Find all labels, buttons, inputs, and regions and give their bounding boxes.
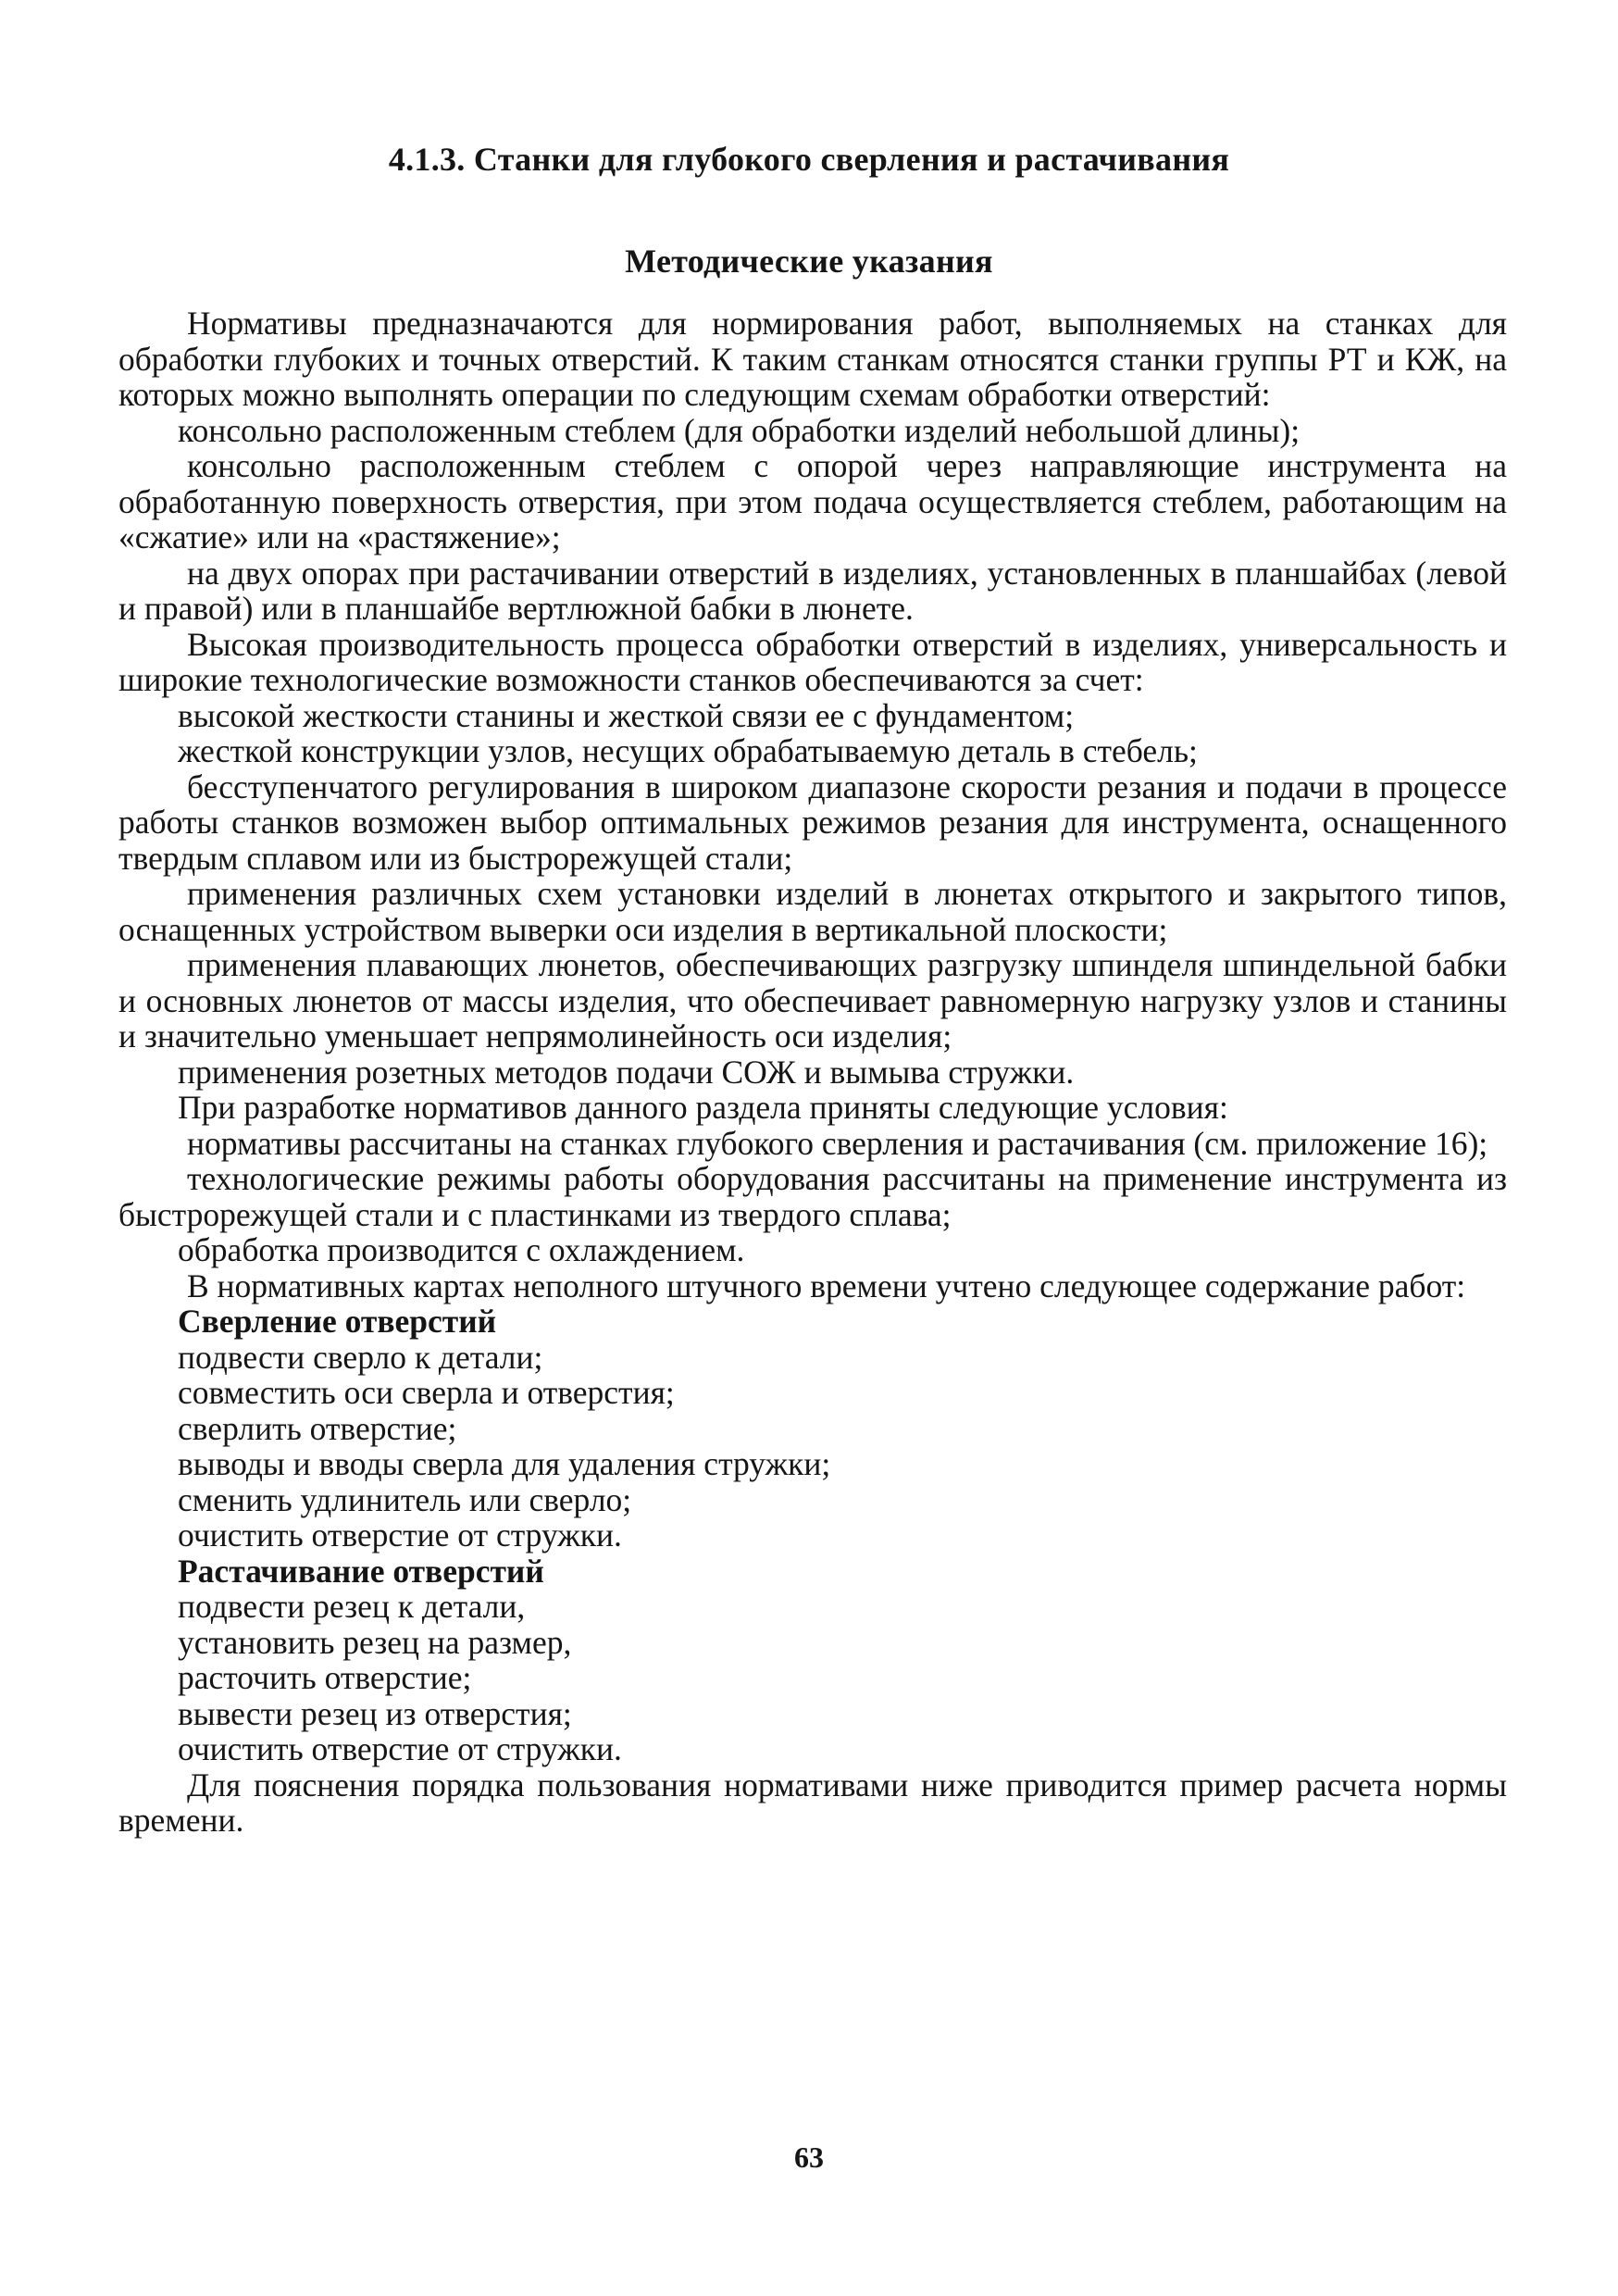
paragraph: Нормативы предназначаются для нормирования работ, выполняемых на станках для обработки глубоких и точных отверстий. К таким станкам относятся станки группы РТ и КЖ, на которых можно выполнять операции по следующим схемам обработки отверстий:: [118, 305, 1507, 413]
list-item: высокой жесткости станины и жесткой связи ее с фундаментом;: [178, 696, 1075, 734]
list-item: бесступенчатого регулирования в широком диапазоне скорости резания и подачи в процессе работы станков возможен выбор оптимальных режимов резания для инструмента, оснащенного твердым сплавом или из быстрорежущей стали;: [118, 767, 1507, 877]
list-item: применения различных схем установки изделий в люнетах открытого и закрытого типов, оснащенных устройством выверки оси изделия в вертикальной плоскости;: [118, 875, 1507, 948]
page-number: 63: [794, 2140, 824, 2174]
list-item: применения плавающих люнетов, обеспечивающих разгрузку шпинделя шпиндельной бабки и основных люнетов от массы изделия, что обеспечивает равномерную нагрузку узлов и станины и значительно уменьшает непрямолинейность оси изделия;: [118, 946, 1507, 1054]
drilling-step: выводы и вводы сверла для удаления стружки;: [178, 1445, 831, 1482]
list-item: применения розетных методов подачи СОЖ и вымыва стружки.: [178, 1053, 1075, 1091]
list-item: технологические режимы работы оборудования рассчитаны на применение инструмента из быстрорежущей стали и с пластинками из твердого сплава;: [118, 1160, 1507, 1233]
list-item: консольно расположенным стеблем (для обработки изделий небольшой длины);: [178, 411, 1301, 449]
list-item: жесткой конструкции узлов, несущих обрабатываемую деталь в стебель;: [178, 732, 1198, 769]
paragraph: Высокая производительность процесса обработки отверстий в изделиях, универсальность и широкие технологические возможности станков обеспечиваются за счет:: [118, 625, 1507, 698]
list-item: консольно расположенным стеблем с опорой через направляющие инструмента на обработанную поверхность отверстия, при этом подача осуществляется стеблем, работающим на «сжатие» или на «растяжение»;: [118, 447, 1507, 555]
paragraph: При разработке нормативов данного раздела приняты следующие условия:: [178, 1089, 1228, 1126]
boring-heading: Растачивание отверстий: [178, 1552, 544, 1590]
drilling-step: совместить оси сверла и отверстия;: [178, 1374, 675, 1411]
list-item: на двух опорах при растачивании отверстий в изделиях, установленных в планшайбах (левой и правой) или в планшайбе вертлюжной бабки в люнете.: [118, 554, 1507, 627]
drilling-step: очистить отверстие от стружки.: [178, 1516, 622, 1554]
drilling-step: сверлить отверстие;: [178, 1409, 457, 1447]
boring-step: вывести резец из отверстия;: [178, 1694, 572, 1732]
boring-step: подвести резец к детали,: [178, 1588, 526, 1625]
boring-step: установить резец на размер,: [178, 1623, 572, 1661]
list-item: обработка производится с охлаждением.: [178, 1231, 745, 1268]
drilling-heading: Сверление отверстий: [178, 1303, 497, 1340]
drilling-step: подвести сверло к детали;: [178, 1338, 543, 1376]
paragraph: В нормативных картах неполного штучного времени учтено следующее содержание работ:: [187, 1267, 1466, 1304]
drilling-step: сменить удлинитель или сверло;: [178, 1480, 632, 1518]
boring-step: расточить отверстие;: [178, 1659, 472, 1696]
subtitle: Методические указания: [625, 243, 993, 280]
body-text: [118, 306, 1507, 1839]
list-item: нормативы рассчитаны на станках глубокого сверления и растачивания (см. приложение 16);: [187, 1124, 1488, 1162]
boring-step: очистить отверстие от стружки.: [178, 1730, 622, 1767]
section-title: 4.1.3. Станки для глубокого сверления и растачивания: [388, 141, 1230, 178]
closing-paragraph: Для пояснения порядка пользования нормативами ниже приводится пример расчета нормы времени.: [118, 1766, 1507, 1839]
